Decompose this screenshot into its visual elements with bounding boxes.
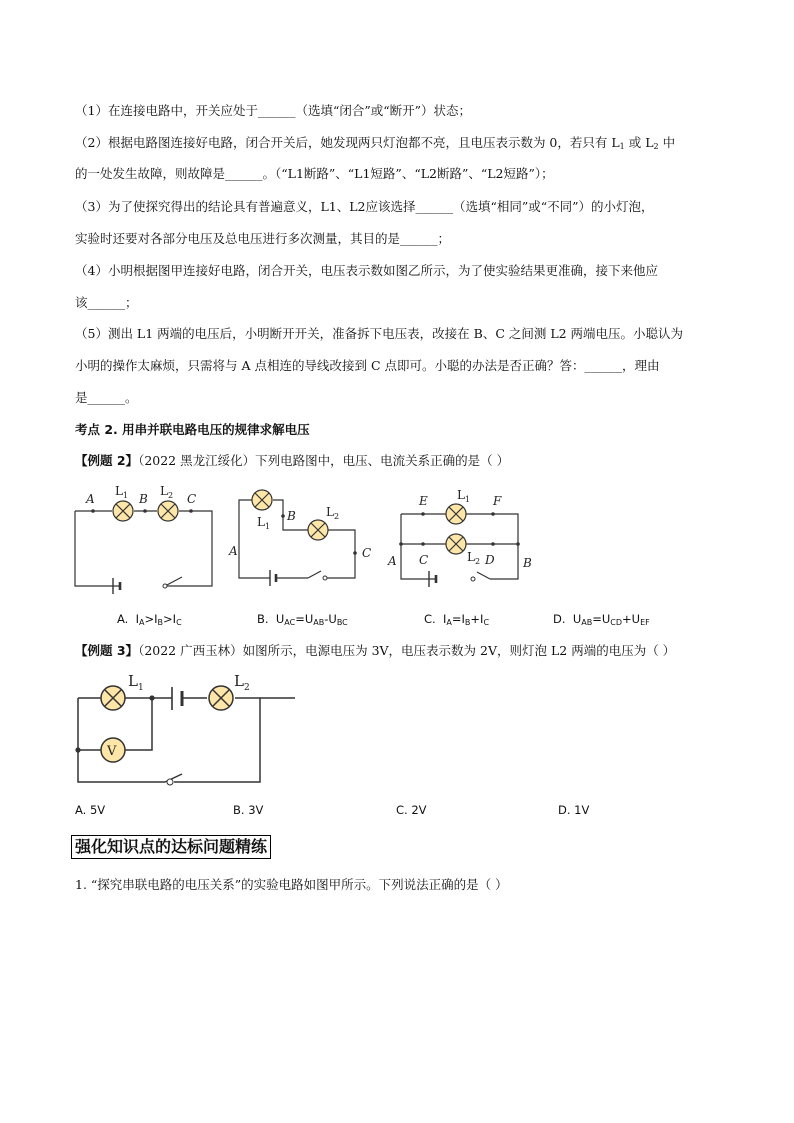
section-boxed-title: 强化知识点的达标问题精练 [71,835,271,859]
svg-text:L1: $L_1$ [128,672,144,693]
example2-tag: 【例题 2】 [75,453,139,468]
ex2-option-a: A. $I_A>I_B>I_C$ [117,612,182,627]
svg-text:C: C [187,492,197,506]
svg-text:E: E [419,494,428,508]
ex2-option-b: B. $U_{AC}=U_{AB}-U_{BC}$ [257,612,348,627]
section-heading: 考点 2. 用串并联电路电压的规律求解电压 [75,422,310,437]
lamp-l1-icon [252,490,272,510]
svg-text:A: A [229,544,238,558]
lamp-l1-icon [101,686,125,710]
q4-line2: 该______； [75,295,138,310]
q3-line1: （3）为了使探究得出的结论具有普遍意义，L1、L2应该选择______（选填“相同”或“不同”）的小灯泡， [75,199,654,214]
svg-text:B: B [287,509,296,523]
ex2-option-c: C. $I_A=I_B+I_C$ [424,612,490,627]
voltmeter-icon [101,738,125,762]
lamp-l1-icon [446,504,466,524]
lamp-l2-icon [209,686,233,710]
svg-text:C: C [362,546,372,560]
svg-text:L2: $L_2$ [234,672,250,693]
svg-text:L1: $L_1$ [115,484,129,500]
lamp-l2-icon [446,534,466,554]
lamp-l2-icon [158,501,178,521]
q3-line2: 实验时还要对各部分电压及总电压进行多次测量，其目的是______； [75,231,451,246]
circuit-diagram-1 [60,478,225,603]
svg-text:L2: $L_2$ [326,505,340,521]
svg-text:L2: $L_2$ [160,484,174,500]
svg-text:L1: $L_1$ [257,515,271,531]
practice-question-1: 1. “探究串联电路的电压关系”的实验电路如图甲所示。下列说法正确的是（ ） [75,877,508,892]
svg-text:B: B [139,492,148,506]
ex3-option-c: C. 2V [396,803,427,817]
q2-line2: 的一处发生故障，则故障是______。（“L1断路”、“L1短路”、“L2断路”、“L2短路”）； [75,166,554,181]
ex2-option-d: D. $U_{AB}=U_{CD}+U_{EF}$ [553,612,650,627]
example3-tag: 【例题 3】 [75,643,139,658]
q2-line1: （2）根据电路图连接好电路，闭合开关后，她发现两只灯泡都不亮，且电压表示数为 0，若只有 $L_1$ 或 $L_2$ 中 [75,135,676,151]
q5-line1: （5）测出 L1 两端的电压后，小明断开开关，准备拆下电压表，改接在 B、C 之间测 L2 两端电压。小聪认为 [75,326,684,341]
svg-text:V: V [107,744,117,759]
svg-text:L1: $L_1$ [457,488,471,504]
ex3-option-b: B. 3V [233,803,264,817]
q4-line1: （4）小明根据图甲连接好电路，闭合开关，电压表示数如图乙所示，为了使实验结果更准确，接下来他应 [75,263,658,278]
svg-text:D: D [485,553,495,567]
svg-text:B: B [523,556,532,570]
circuit-diagram-2 [225,478,390,603]
svg-text:A: A [86,492,95,506]
q1-text: （1）在连接电路中，开关应处于______（选填“闭合”或“断开”）状态； [75,103,472,118]
svg-text:A: A [388,554,397,568]
ex3-option-a: A. 5V [75,803,106,817]
ex3-option-d: D. 1V [558,803,590,817]
example3-stem: 【例题 3】（2022 广西玉林）如图所示，电源电压为 3V，电压表示数为 2V，则灯泡 L2 两端的电压为（ ） [75,643,676,658]
example2-stem: 【例题 2】（2022 黑龙江绥化）下列电路图中，电压、电流关系正确的是（ ） [75,453,510,468]
lamp-l1-icon [113,501,133,521]
q5-line2: 小明的操作太麻烦，只需将与 A 点相连的导线改接到 C 点即可。小聪的办法是否正确？答：______，理由 [75,358,660,373]
svg-text:C: C [419,553,429,567]
svg-text:F: F [493,494,502,508]
svg-text:L2: $L_2$ [467,550,481,566]
lamp-l2-icon [308,520,328,540]
q5-line3: 是______。 [75,390,138,405]
circuit-diagram-3 [385,478,550,603]
circuit-diagram-4 [60,670,270,795]
